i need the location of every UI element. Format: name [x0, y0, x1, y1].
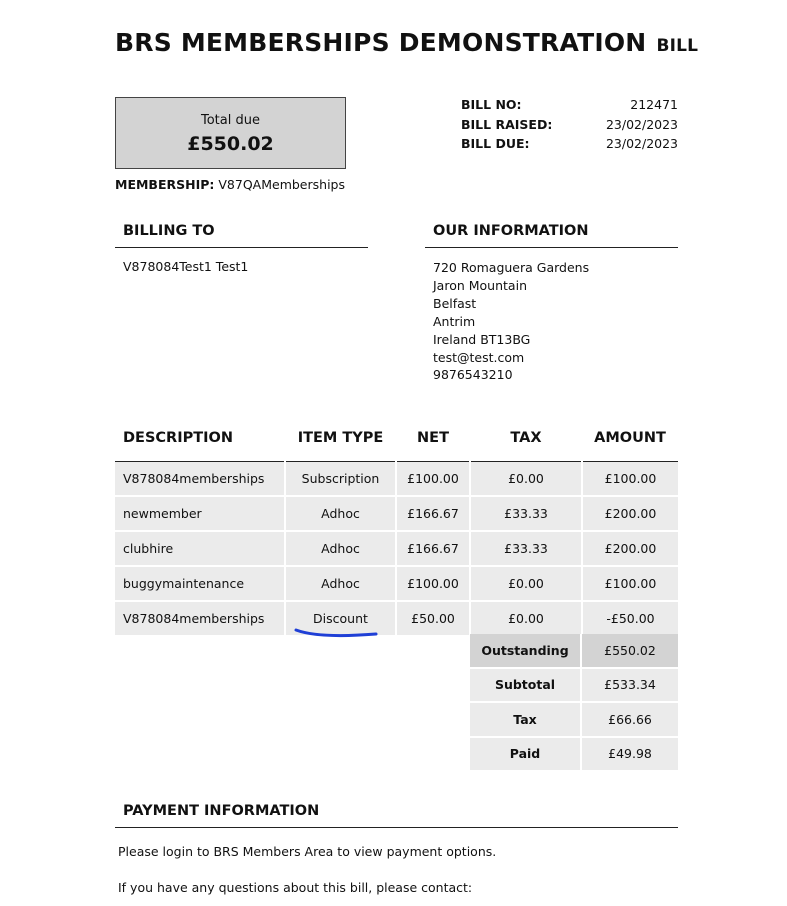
address-line: Antrim	[433, 313, 476, 329]
page-title	[115, 28, 698, 57]
table-header-row	[115, 430, 678, 462]
bill-raised-label: BILL RAISED:	[461, 116, 553, 132]
cell-description: newmember	[115, 496, 285, 531]
total-due-amount: £550.02	[187, 133, 274, 155]
membership-line	[115, 177, 345, 192]
cell-description: clubhire	[115, 531, 285, 566]
col-amount: AMOUNT	[582, 430, 678, 462]
summary-label: Outstanding	[470, 634, 581, 668]
cell-description: buggymaintenance	[115, 566, 285, 601]
table-row	[115, 462, 678, 497]
summary-label: Tax	[470, 702, 581, 737]
our-info-address	[433, 259, 589, 384]
cell-net: £166.67	[396, 496, 470, 531]
cell-amount: -£50.00	[582, 601, 678, 636]
annotation-stroke	[296, 630, 376, 636]
bill-due-row	[461, 134, 678, 154]
cell-item-type: Adhoc	[285, 531, 396, 566]
cell-net: £50.00	[396, 601, 470, 636]
summary-row-tax	[470, 702, 678, 737]
cell-tax: £0.00	[470, 566, 582, 601]
table-row	[115, 566, 678, 601]
cell-item-type: Subscription	[285, 462, 396, 497]
summary-row-subtotal	[470, 668, 678, 703]
membership-label: MEMBERSHIP:	[115, 177, 215, 192]
cell-net: £100.00	[396, 566, 470, 601]
address-line: Belfast	[433, 295, 477, 311]
billing-to-heading: BILLING TO	[115, 223, 368, 248]
payment-instructions: Please login to BRS Members Area to view payment options.	[118, 844, 497, 859]
cell-amount: £200.00	[582, 531, 678, 566]
col-description: DESCRIPTION	[115, 430, 285, 462]
cell-description: V878084memberships	[115, 601, 285, 636]
bill-due-value: 23/02/2023	[605, 136, 678, 151]
summary-row-paid	[470, 737, 678, 772]
col-tax: TAX	[470, 430, 582, 462]
address-line: 720 Romaguera Gardens	[433, 260, 590, 275]
total-due-box	[115, 97, 346, 169]
billing-to-name: V878084Test1 Test1	[123, 259, 249, 274]
bill-no-value: 212471	[630, 97, 678, 112]
bill-due-label: BILL DUE:	[461, 136, 530, 151]
summary-value: £49.98	[581, 737, 678, 772]
summary-row-outstanding	[470, 634, 678, 668]
bill-raised-row	[461, 115, 678, 135]
address-line: Ireland BT13BG	[433, 331, 531, 347]
bill-meta	[461, 95, 678, 154]
table-row	[115, 601, 678, 636]
col-item-type: ITEM TYPE	[285, 430, 396, 462]
cell-tax: £33.33	[470, 531, 582, 566]
cell-item-type: Adhoc	[285, 496, 396, 531]
summary-value: £550.02	[581, 634, 678, 668]
cell-amount: £200.00	[582, 496, 678, 531]
cell-amount: £100.00	[582, 462, 678, 497]
summary-value: £66.66	[581, 702, 678, 737]
summary-value: £533.34	[581, 668, 678, 703]
total-due-label: Total due	[201, 113, 260, 128]
our-info-heading: OUR INFORMATION	[425, 223, 678, 248]
line-items-table	[115, 430, 678, 637]
membership-value: V87QAMemberships	[218, 177, 345, 192]
cell-net: £100.00	[396, 462, 470, 497]
cell-tax: £0.00	[470, 462, 582, 497]
summary-label: Paid	[470, 737, 581, 772]
cell-item-type: Adhoc	[285, 566, 396, 601]
totals-summary-table	[470, 634, 678, 772]
bill-no-label: BILL NO:	[461, 97, 522, 112]
contact-phone: 9876543210	[433, 367, 513, 383]
col-net: NET	[396, 430, 470, 462]
address-line: Jaron Mountain	[433, 277, 527, 293]
cell-tax: £33.33	[470, 496, 582, 531]
table-row	[115, 531, 678, 566]
bill-no-row	[461, 95, 678, 115]
cell-amount: £100.00	[582, 566, 678, 601]
summary-label: Subtotal	[470, 668, 581, 703]
contact-instructions: If you have any questions about this bill, please contact:	[118, 880, 473, 895]
payment-info-heading: PAYMENT INFORMATION	[115, 803, 678, 828]
contact-email: test@test.com	[433, 349, 525, 365]
cell-net: £166.67	[396, 531, 470, 566]
company-title: BRS MEMBERSHIPS DEMONSTRATION	[115, 28, 647, 57]
cell-item-type: Discount	[285, 601, 396, 636]
pen-underline-annotation	[290, 624, 385, 646]
cell-tax: £0.00	[470, 601, 582, 636]
bill-raised-value: 23/02/2023	[605, 116, 678, 132]
table-row	[115, 496, 678, 531]
cell-description: V878084memberships	[115, 462, 285, 497]
doc-type-label: BILL	[656, 36, 699, 56]
